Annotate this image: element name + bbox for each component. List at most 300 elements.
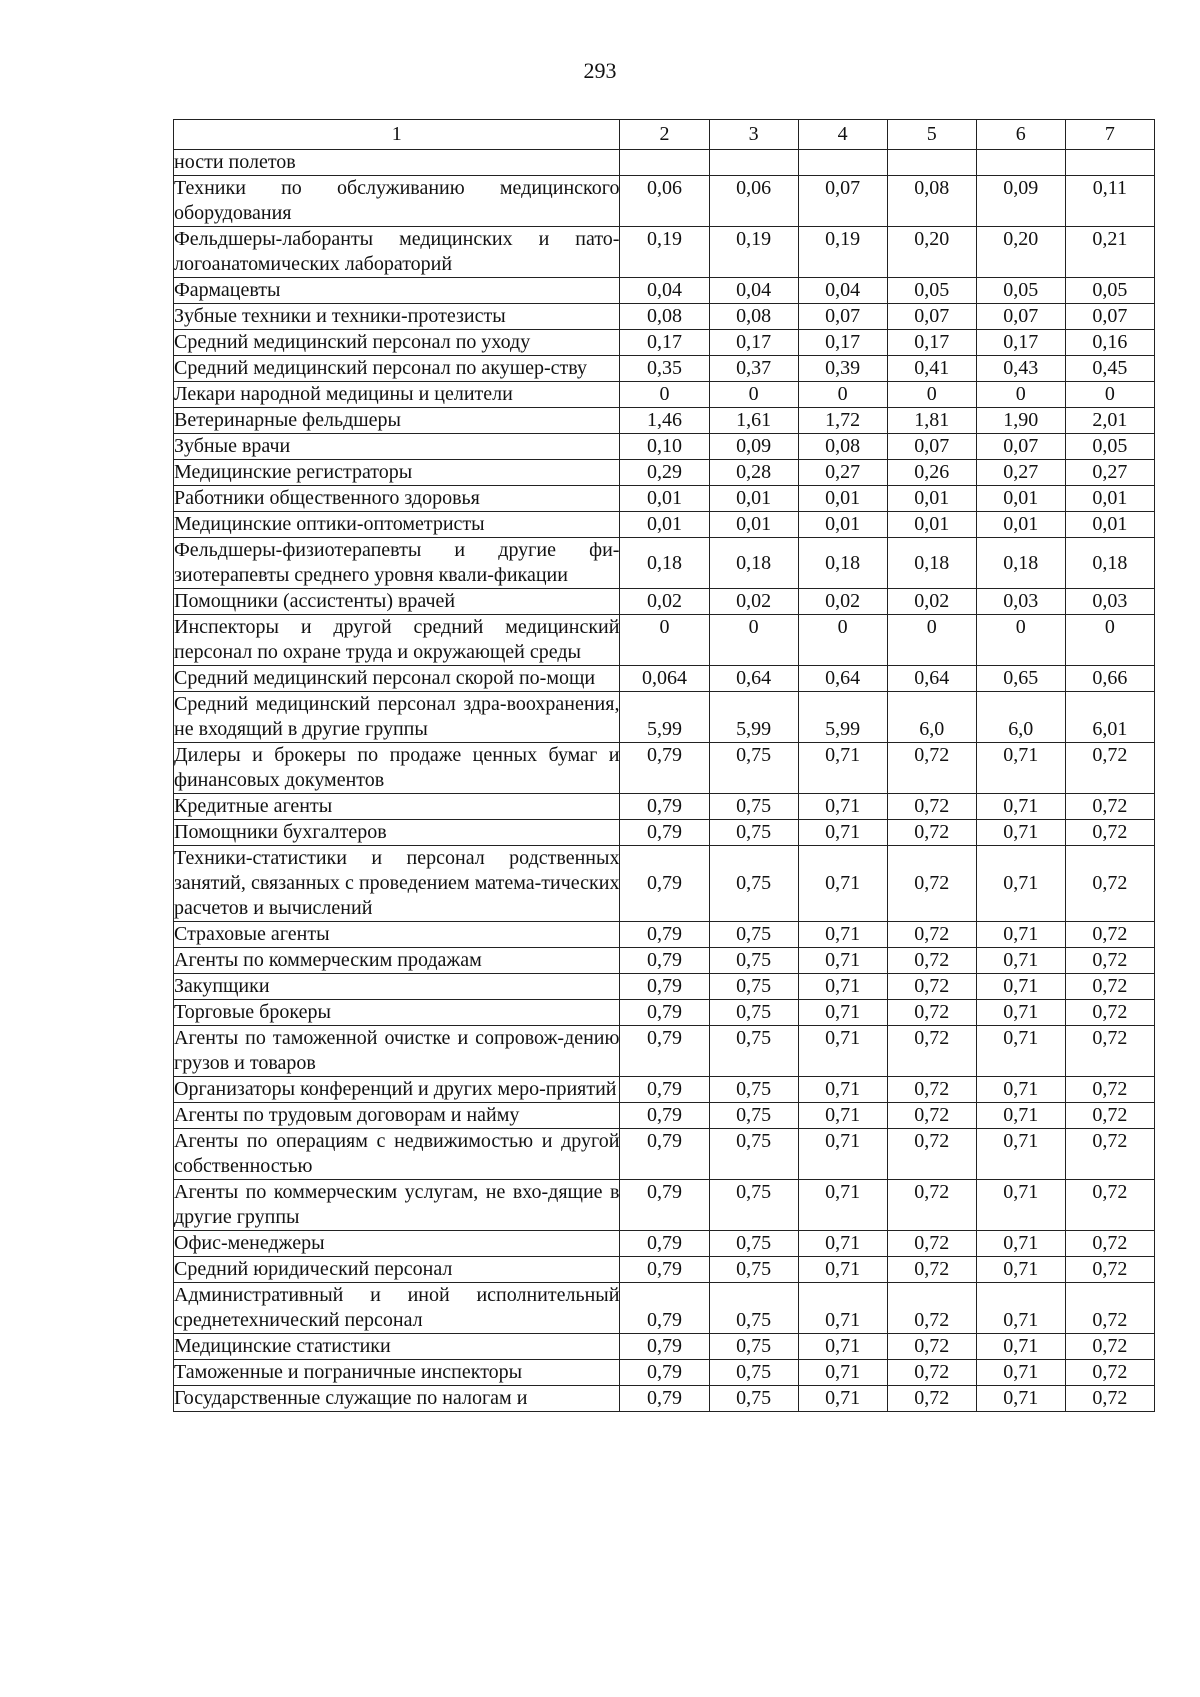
value-cell: 0,17 — [976, 330, 1065, 356]
table-row — [174, 278, 1155, 304]
value-cell: 0,37 — [709, 356, 798, 382]
table-row — [174, 486, 1155, 512]
value-cell: 0,18 — [1065, 538, 1154, 589]
value-cell: 0,72 — [1065, 1231, 1154, 1257]
value-cell: 0,72 — [887, 1360, 976, 1386]
value-cell: 0,72 — [1065, 1000, 1154, 1026]
value-cell: 0,71 — [798, 1386, 887, 1412]
value-cell: 1,61 — [709, 408, 798, 434]
value-cell: 0,79 — [620, 1360, 709, 1386]
value-cell: 0,71 — [976, 1103, 1065, 1129]
value-cell: 0,01 — [798, 486, 887, 512]
value-cell: 0,43 — [976, 356, 1065, 382]
row-label: Офис-менеджеры — [174, 1231, 620, 1257]
row-label: Агенты по коммерческим услугам, не вхо-дящие в другие группы — [174, 1180, 620, 1231]
value-cell: 0,71 — [798, 1360, 887, 1386]
value-cell: 0,72 — [887, 1026, 976, 1077]
value-cell: 0,71 — [976, 820, 1065, 846]
value-cell: 0,75 — [709, 820, 798, 846]
table-row — [174, 1360, 1155, 1386]
value-cell: 0 — [709, 615, 798, 666]
value-cell: 0,09 — [709, 434, 798, 460]
row-label: Средний медицинский персонал по акушер-ству — [174, 356, 620, 382]
value-cell: 0,45 — [1065, 356, 1154, 382]
value-cell: 0,72 — [887, 1180, 976, 1231]
value-cell: 0,79 — [620, 743, 709, 794]
value-cell: 0,75 — [709, 1180, 798, 1231]
value-cell: 0 — [620, 382, 709, 408]
row-label: Дилеры и брокеры по продаже ценных бумаг и финансовых документов — [174, 743, 620, 794]
row-label: Таможенные и пограничные инспекторы — [174, 1360, 620, 1386]
value-cell: 0,27 — [798, 460, 887, 486]
value-cell: 0 — [976, 615, 1065, 666]
value-cell: 0,29 — [620, 460, 709, 486]
value-cell: 0,01 — [620, 486, 709, 512]
value-cell: 0,01 — [1065, 512, 1154, 538]
row-label: Государственные служащие по налогам и — [174, 1386, 620, 1412]
value-cell: 0,71 — [798, 1334, 887, 1360]
table-row — [174, 227, 1155, 278]
value-cell: 0,08 — [709, 304, 798, 330]
value-cell: 0,10 — [620, 434, 709, 460]
value-cell: 0,75 — [709, 974, 798, 1000]
table-row — [174, 1231, 1155, 1257]
value-cell: 0,71 — [798, 794, 887, 820]
value-cell: 0,71 — [976, 922, 1065, 948]
value-cell: 0,05 — [887, 278, 976, 304]
value-cell: 0,71 — [976, 1129, 1065, 1180]
value-cell: 0,71 — [976, 1283, 1065, 1334]
value-cell: 0,72 — [887, 1077, 976, 1103]
value-cell: 0,72 — [1065, 1334, 1154, 1360]
value-cell: 0,72 — [887, 846, 976, 922]
value-cell: 0,71 — [976, 1334, 1065, 1360]
value-cell: 0,02 — [798, 589, 887, 615]
value-cell: 0,02 — [887, 589, 976, 615]
value-cell: 0,17 — [709, 330, 798, 356]
value-cell: 0,72 — [887, 1103, 976, 1129]
value-cell: 0,65 — [976, 666, 1065, 692]
value-cell: 0,16 — [1065, 330, 1154, 356]
value-cell: 0,07 — [798, 304, 887, 330]
value-cell: 0,01 — [798, 512, 887, 538]
value-cell: 0,72 — [1065, 974, 1154, 1000]
column-header: 6 — [976, 120, 1065, 150]
table-row — [174, 948, 1155, 974]
value-cell: 0 — [798, 615, 887, 666]
value-cell: 0,72 — [1065, 1386, 1154, 1412]
column-header: 1 — [174, 120, 620, 150]
value-cell: 1,72 — [798, 408, 887, 434]
table-row — [174, 538, 1155, 589]
value-cell: 0,28 — [709, 460, 798, 486]
value-cell: 0,064 — [620, 666, 709, 692]
value-cell: 0,72 — [1065, 820, 1154, 846]
value-cell: 0,01 — [976, 486, 1065, 512]
value-cell: 0,75 — [709, 1103, 798, 1129]
value-cell: 0,72 — [1065, 1257, 1154, 1283]
value-cell: 0,27 — [976, 460, 1065, 486]
value-cell: 0,41 — [887, 356, 976, 382]
value-cell: 0,17 — [798, 330, 887, 356]
value-cell: 0,75 — [709, 1077, 798, 1103]
value-cell: 0,72 — [887, 1231, 976, 1257]
value-cell: 0,71 — [798, 1180, 887, 1231]
value-cell: 0,75 — [709, 1360, 798, 1386]
value-cell: 0 — [887, 615, 976, 666]
value-cell: 0,71 — [798, 743, 887, 794]
value-cell: 0,71 — [798, 1000, 887, 1026]
value-cell: 0,09 — [976, 176, 1065, 227]
value-cell: 0 — [798, 382, 887, 408]
value-cell: 0,71 — [976, 1000, 1065, 1026]
value-cell: 0,04 — [709, 278, 798, 304]
table-row — [174, 408, 1155, 434]
value-cell: 0,26 — [887, 460, 976, 486]
value-cell: 0,72 — [887, 794, 976, 820]
row-label: Организаторы конференций и других меро-приятий — [174, 1077, 620, 1103]
value-cell: 0,79 — [620, 1103, 709, 1129]
row-label: Кредитные агенты — [174, 794, 620, 820]
value-cell: 0,75 — [709, 1000, 798, 1026]
value-cell: 0,72 — [1065, 1129, 1154, 1180]
value-cell: 0,71 — [976, 1360, 1065, 1386]
value-cell: 0,72 — [1065, 1026, 1154, 1077]
row-label: Медицинские регистраторы — [174, 460, 620, 486]
value-cell: 0,75 — [709, 1257, 798, 1283]
value-cell: 0,21 — [1065, 227, 1154, 278]
row-label: Средний медицинский персонал по уходу — [174, 330, 620, 356]
table-header-row — [174, 120, 1155, 150]
value-cell: 0,79 — [620, 974, 709, 1000]
row-label: Помощники (ассистенты) врачей — [174, 589, 620, 615]
value-cell: 0,02 — [709, 589, 798, 615]
row-label: Средний медицинский персонал здра-воохранения, не входящий в другие группы — [174, 692, 620, 743]
table-row — [174, 666, 1155, 692]
value-cell: 0,01 — [1065, 486, 1154, 512]
row-label: Техники-статистики и персонал родственных занятий, связанных с проведением матема-тических расчетов и вычислений — [174, 846, 620, 922]
row-label: Помощники бухгалтеров — [174, 820, 620, 846]
row-label: Техники по обслуживанию медицинского оборудования — [174, 176, 620, 227]
value-cell: 0,71 — [976, 974, 1065, 1000]
value-cell: 0,05 — [1065, 434, 1154, 460]
value-cell: 0,01 — [709, 512, 798, 538]
table-row — [174, 1103, 1155, 1129]
value-cell: 0,79 — [620, 1257, 709, 1283]
table-row — [174, 692, 1155, 743]
value-cell: 5,99 — [709, 692, 798, 743]
value-cell: 0,03 — [976, 589, 1065, 615]
value-cell: 0,75 — [709, 1386, 798, 1412]
value-cell: 0,19 — [620, 227, 709, 278]
table-row — [174, 846, 1155, 922]
value-cell: 0,72 — [1065, 922, 1154, 948]
value-cell: 0,71 — [976, 794, 1065, 820]
value-cell: 0,27 — [1065, 460, 1154, 486]
value-cell: 0,07 — [887, 434, 976, 460]
value-cell: 0,71 — [976, 948, 1065, 974]
column-header: 5 — [887, 120, 976, 150]
value-cell: 0,71 — [798, 1231, 887, 1257]
row-label: Ветеринарные фельдшеры — [174, 408, 620, 434]
value-cell: 0,05 — [976, 278, 1065, 304]
value-cell: 0,72 — [887, 1283, 976, 1334]
table-row — [174, 1283, 1155, 1334]
value-cell: 0,72 — [887, 948, 976, 974]
row-label: Инспекторы и другой средний медицинский персонал по охране труда и окружающей среды — [174, 615, 620, 666]
row-label: Зубные врачи — [174, 434, 620, 460]
value-cell: 0,79 — [620, 922, 709, 948]
value-cell: 0,66 — [1065, 666, 1154, 692]
value-cell: 0,71 — [798, 948, 887, 974]
value-cell: 0,75 — [709, 948, 798, 974]
value-cell: 1,90 — [976, 408, 1065, 434]
row-label: Закупщики — [174, 974, 620, 1000]
table-row — [174, 382, 1155, 408]
table-row — [174, 589, 1155, 615]
value-cell: 0,79 — [620, 1386, 709, 1412]
value-cell: 0,71 — [976, 1386, 1065, 1412]
value-cell: 0,72 — [887, 743, 976, 794]
value-cell: 0,72 — [887, 1334, 976, 1360]
value-cell — [976, 150, 1065, 176]
column-header: 4 — [798, 120, 887, 150]
table-row — [174, 1077, 1155, 1103]
row-label: Средний юридический персонал — [174, 1257, 620, 1283]
value-cell: 0,08 — [798, 434, 887, 460]
value-cell: 1,46 — [620, 408, 709, 434]
value-cell: 0,79 — [620, 1283, 709, 1334]
row-label: Зубные техники и техники-протезисты — [174, 304, 620, 330]
value-cell: 0,05 — [1065, 278, 1154, 304]
column-header: 2 — [620, 120, 709, 150]
row-label: Медицинские оптики-оптометристы — [174, 512, 620, 538]
row-label: Агенты по операциям с недвижимостью и другой собственностью — [174, 1129, 620, 1180]
value-cell: 0,72 — [887, 1129, 976, 1180]
row-label: Страховые агенты — [174, 922, 620, 948]
value-cell: 0,18 — [798, 538, 887, 589]
value-cell: 0,71 — [976, 1180, 1065, 1231]
row-label: Фармацевты — [174, 278, 620, 304]
value-cell: 0,71 — [798, 1103, 887, 1129]
value-cell: 0 — [620, 615, 709, 666]
value-cell: 0,20 — [887, 227, 976, 278]
value-cell: 0,39 — [798, 356, 887, 382]
row-label: Медицинские статистики — [174, 1334, 620, 1360]
table-row — [174, 1129, 1155, 1180]
value-cell: 0,64 — [887, 666, 976, 692]
value-cell: 0 — [887, 382, 976, 408]
row-label: Агенты по трудовым договорам и найму — [174, 1103, 620, 1129]
value-cell: 0,72 — [1065, 1077, 1154, 1103]
table-row — [174, 743, 1155, 794]
value-cell — [1065, 150, 1154, 176]
value-cell: 6,01 — [1065, 692, 1154, 743]
value-cell: 0,72 — [1065, 846, 1154, 922]
value-cell: 0,75 — [709, 922, 798, 948]
row-label: ности полетов — [174, 150, 620, 176]
value-cell: 0,71 — [798, 922, 887, 948]
value-cell: 0,72 — [887, 1000, 976, 1026]
value-cell: 5,99 — [620, 692, 709, 743]
value-cell: 0,75 — [709, 1334, 798, 1360]
value-cell: 0 — [976, 382, 1065, 408]
table-row — [174, 460, 1155, 486]
value-cell: 0,18 — [709, 538, 798, 589]
value-cell: 0,19 — [798, 227, 887, 278]
table-row — [174, 974, 1155, 1000]
value-cell: 0,79 — [620, 794, 709, 820]
value-cell: 0,07 — [976, 434, 1065, 460]
table-row — [174, 512, 1155, 538]
value-cell: 0,71 — [798, 974, 887, 1000]
value-cell: 0,72 — [1065, 948, 1154, 974]
value-cell: 0,79 — [620, 1231, 709, 1257]
value-cell: 1,81 — [887, 408, 976, 434]
value-cell: 0,71 — [976, 1077, 1065, 1103]
value-cell: 0,18 — [976, 538, 1065, 589]
value-cell: 0,71 — [976, 743, 1065, 794]
value-cell: 0,17 — [620, 330, 709, 356]
table-row — [174, 794, 1155, 820]
table-row — [174, 922, 1155, 948]
table-row — [174, 304, 1155, 330]
value-cell — [709, 150, 798, 176]
table-body — [174, 120, 1155, 1412]
data-table — [173, 119, 1155, 1412]
value-cell: 0,71 — [976, 1257, 1065, 1283]
value-cell: 0,75 — [709, 846, 798, 922]
value-cell: 0,04 — [798, 278, 887, 304]
value-cell: 0,72 — [1065, 1180, 1154, 1231]
value-cell: 0,07 — [798, 176, 887, 227]
value-cell: 0,01 — [976, 512, 1065, 538]
value-cell: 0,71 — [976, 1026, 1065, 1077]
value-cell: 0,35 — [620, 356, 709, 382]
table-row — [174, 1026, 1155, 1077]
value-cell: 0,71 — [798, 1077, 887, 1103]
value-cell: 0,79 — [620, 1077, 709, 1103]
table-row — [174, 1257, 1155, 1283]
value-cell: 0,01 — [887, 486, 976, 512]
value-cell: 0,71 — [976, 846, 1065, 922]
value-cell: 0,07 — [1065, 304, 1154, 330]
value-cell: 0,71 — [976, 1231, 1065, 1257]
value-cell — [887, 150, 976, 176]
value-cell: 0,08 — [887, 176, 976, 227]
value-cell: 0,06 — [620, 176, 709, 227]
value-cell: 0,75 — [709, 794, 798, 820]
column-header: 3 — [709, 120, 798, 150]
value-cell: 0,71 — [798, 820, 887, 846]
row-label: Фельдшеры-лаборанты медицинских и пато-логоанатомических лабораторий — [174, 227, 620, 278]
value-cell: 0,72 — [1065, 1103, 1154, 1129]
value-cell: 0,01 — [620, 512, 709, 538]
value-cell: 0,64 — [798, 666, 887, 692]
value-cell: 0,72 — [887, 922, 976, 948]
value-cell: 0,04 — [620, 278, 709, 304]
value-cell: 0,17 — [887, 330, 976, 356]
value-cell: 0,72 — [1065, 1283, 1154, 1334]
value-cell: 6,0 — [887, 692, 976, 743]
value-cell: 0,07 — [887, 304, 976, 330]
value-cell — [620, 150, 709, 176]
value-cell: 0,71 — [798, 1026, 887, 1077]
row-label: Административный и иной исполнительный среднетехнический персонал — [174, 1283, 620, 1334]
value-cell: 0,72 — [1065, 743, 1154, 794]
value-cell: 0,79 — [620, 1180, 709, 1231]
value-cell: 0,72 — [887, 820, 976, 846]
row-label: Агенты по коммерческим продажам — [174, 948, 620, 974]
value-cell: 0,79 — [620, 948, 709, 974]
value-cell: 0,02 — [620, 589, 709, 615]
value-cell: 0,79 — [620, 1000, 709, 1026]
row-label: Средний медицинский персонал скорой по-мощи — [174, 666, 620, 692]
table-row — [174, 1180, 1155, 1231]
value-cell: 0,72 — [1065, 794, 1154, 820]
value-cell: 0,75 — [709, 743, 798, 794]
value-cell: 0,79 — [620, 1129, 709, 1180]
value-cell: 0,07 — [976, 304, 1065, 330]
column-header: 7 — [1065, 120, 1154, 150]
value-cell: 0,08 — [620, 304, 709, 330]
value-cell: 0,18 — [620, 538, 709, 589]
value-cell: 0,01 — [709, 486, 798, 512]
value-cell: 0,01 — [887, 512, 976, 538]
row-label: Торговые брокеры — [174, 1000, 620, 1026]
table-row — [174, 1000, 1155, 1026]
value-cell: 0,19 — [709, 227, 798, 278]
value-cell: 0,20 — [976, 227, 1065, 278]
value-cell: 0,79 — [620, 820, 709, 846]
table-row — [174, 176, 1155, 227]
value-cell: 0,72 — [887, 1257, 976, 1283]
value-cell: 0,75 — [709, 1129, 798, 1180]
value-cell: 0 — [709, 382, 798, 408]
value-cell: 0,75 — [709, 1231, 798, 1257]
row-label: Лекари народной медицины и целители — [174, 382, 620, 408]
value-cell: 0,71 — [798, 1283, 887, 1334]
table-row — [174, 356, 1155, 382]
value-cell: 0 — [1065, 382, 1154, 408]
value-cell: 0,79 — [620, 1334, 709, 1360]
table-row — [174, 615, 1155, 666]
table-row — [174, 150, 1155, 176]
value-cell: 5,99 — [798, 692, 887, 743]
row-label: Агенты по таможенной очистке и сопровож-дению грузов и товаров — [174, 1026, 620, 1077]
value-cell: 0,71 — [798, 1129, 887, 1180]
value-cell: 0,75 — [709, 1026, 798, 1077]
value-cell: 0,79 — [620, 1026, 709, 1077]
value-cell: 0,72 — [887, 974, 976, 1000]
row-label: Фельдшеры-физиотерапевты и другие фи-зиотерапевты среднего уровня квали-фикации — [174, 538, 620, 589]
value-cell: 0,18 — [887, 538, 976, 589]
table-row — [174, 1334, 1155, 1360]
table-row — [174, 1386, 1155, 1412]
value-cell: 0,71 — [798, 846, 887, 922]
table-row — [174, 330, 1155, 356]
value-cell: 0,71 — [798, 1257, 887, 1283]
value-cell: 0,64 — [709, 666, 798, 692]
value-cell: 0 — [1065, 615, 1154, 666]
table-row — [174, 434, 1155, 460]
value-cell: 6,0 — [976, 692, 1065, 743]
value-cell: 0,72 — [887, 1386, 976, 1412]
row-label: Работники общественного здоровья — [174, 486, 620, 512]
value-cell: 0,06 — [709, 176, 798, 227]
page-number: 293 — [583, 58, 617, 83]
value-cell: 0,75 — [709, 1283, 798, 1334]
